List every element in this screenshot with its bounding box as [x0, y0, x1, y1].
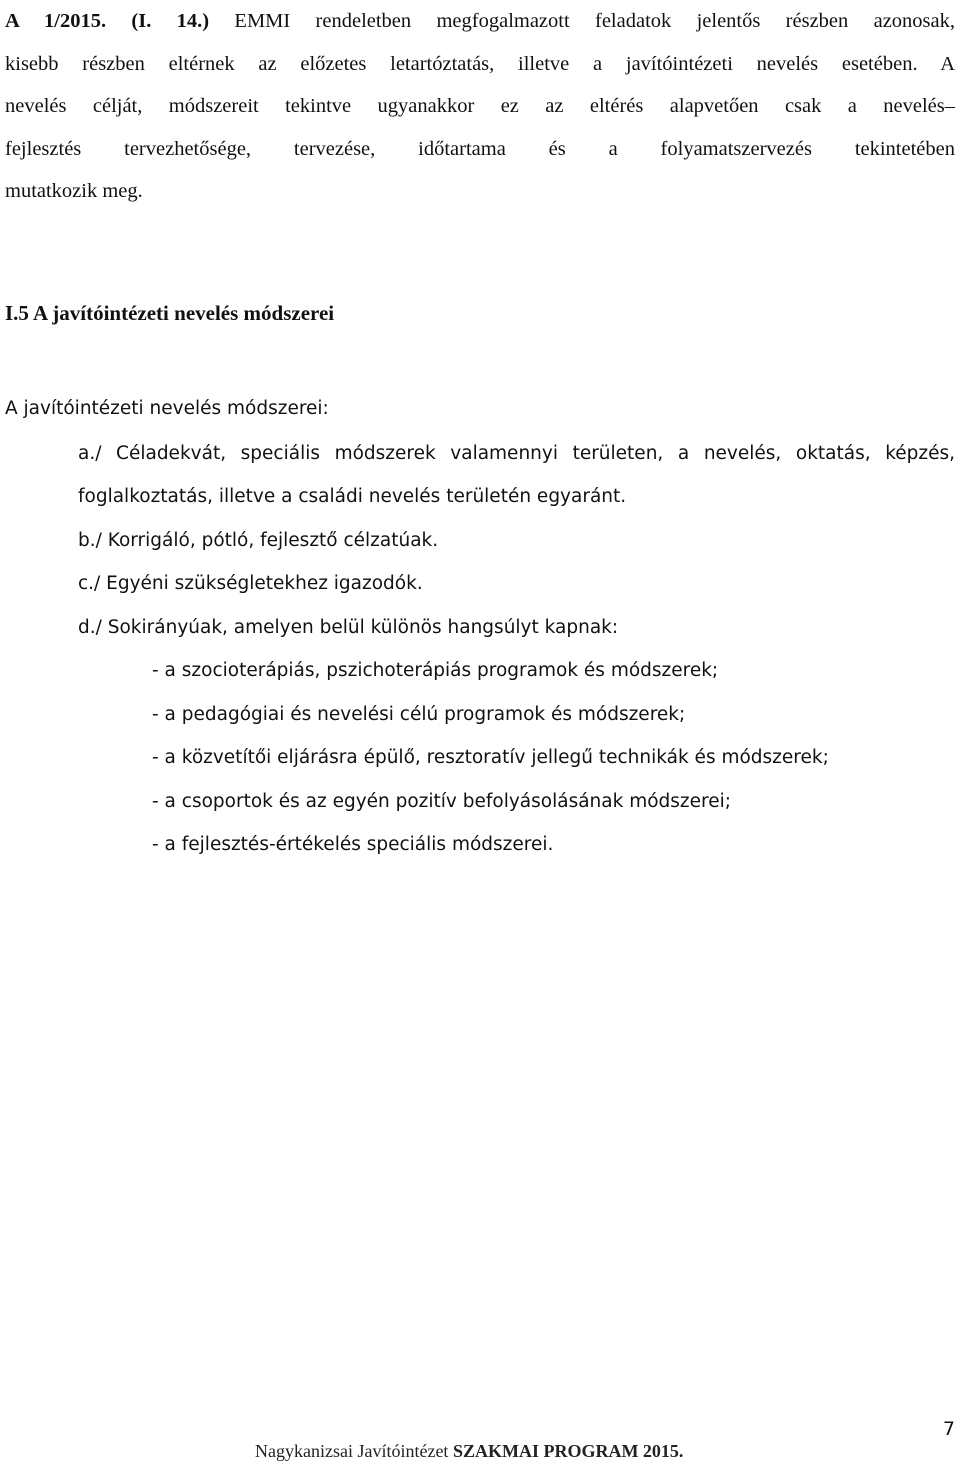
- intro-line-1: [5, 0, 955, 43]
- section-heading: I.5 A javítóintézeti nevelés módszerei: [5, 301, 335, 325]
- page-number: 7: [942, 1418, 955, 1440]
- list-item-a-line-2: foglalkoztatás, illetve a családi nevelés területén egyaránt.: [78, 486, 627, 507]
- list-item-d: d./ Sokirányúak, amelyen belül különös hangsúlyt kapnak:: [78, 617, 619, 638]
- list-item-c: c./ Egyéni szükségletekhez igazodók.: [78, 573, 423, 594]
- list-item-b: b./ Korrigáló, pótló, fejlesztő célzatúak.: [78, 530, 439, 551]
- intro-line-4: fejlesztés tervezhetősége, tervezése, időtartama és a folyamatszervezés tekintetében: [5, 137, 955, 160]
- intro-line-3: nevelés célját, módszereit tekintve ugyanakkor ez az eltérés alapvetően csak a nevelés–: [5, 95, 955, 117]
- sub-item: - a pedagógiai és nevelési célú programok és módszerek;: [152, 704, 686, 725]
- intro-line-5: mutatkozik meg.: [5, 180, 143, 202]
- section-subheading: A javítóintézeti nevelés módszerei:: [5, 398, 329, 419]
- sub-item: - a csoportok és az egyén pozitív befolyásolásának módszerei;: [152, 791, 731, 812]
- footer-program: SZAKMAI PROGRAM 2015.: [452, 1441, 684, 1461]
- intro-line-1-text: EMMI rendeletben megfogalmazott feladatok jelentős részben azonosak,: [209, 10, 955, 32]
- footer-institution: Nagykanizsai Javítóintézet: [255, 1441, 453, 1461]
- list-item-a-line-1: a./ Céladekvát, speciális módszerek valamennyi területen, a nevelés, oktatás, képzés,: [78, 443, 955, 464]
- sub-item: - a szocioterápiás, pszichoterápiás programok és módszerek;: [152, 660, 719, 681]
- sub-item: - a közvetítői eljárásra épülő, resztoratív jellegű technikák és módszerek;: [152, 747, 829, 768]
- page-footer: [255, 1441, 683, 1462]
- intro-line-2: kisebb részben eltérnek az előzetes letartóztatás, illetve a javítóintézeti nevelés esetében. A: [5, 52, 955, 75]
- intro-paragraph: [5, 0, 955, 213]
- sub-item: - a fejlesztés-értékelés speciális módszerei.: [152, 834, 554, 855]
- regulation-reference: A 1/2015. (I. 14.): [5, 10, 210, 32]
